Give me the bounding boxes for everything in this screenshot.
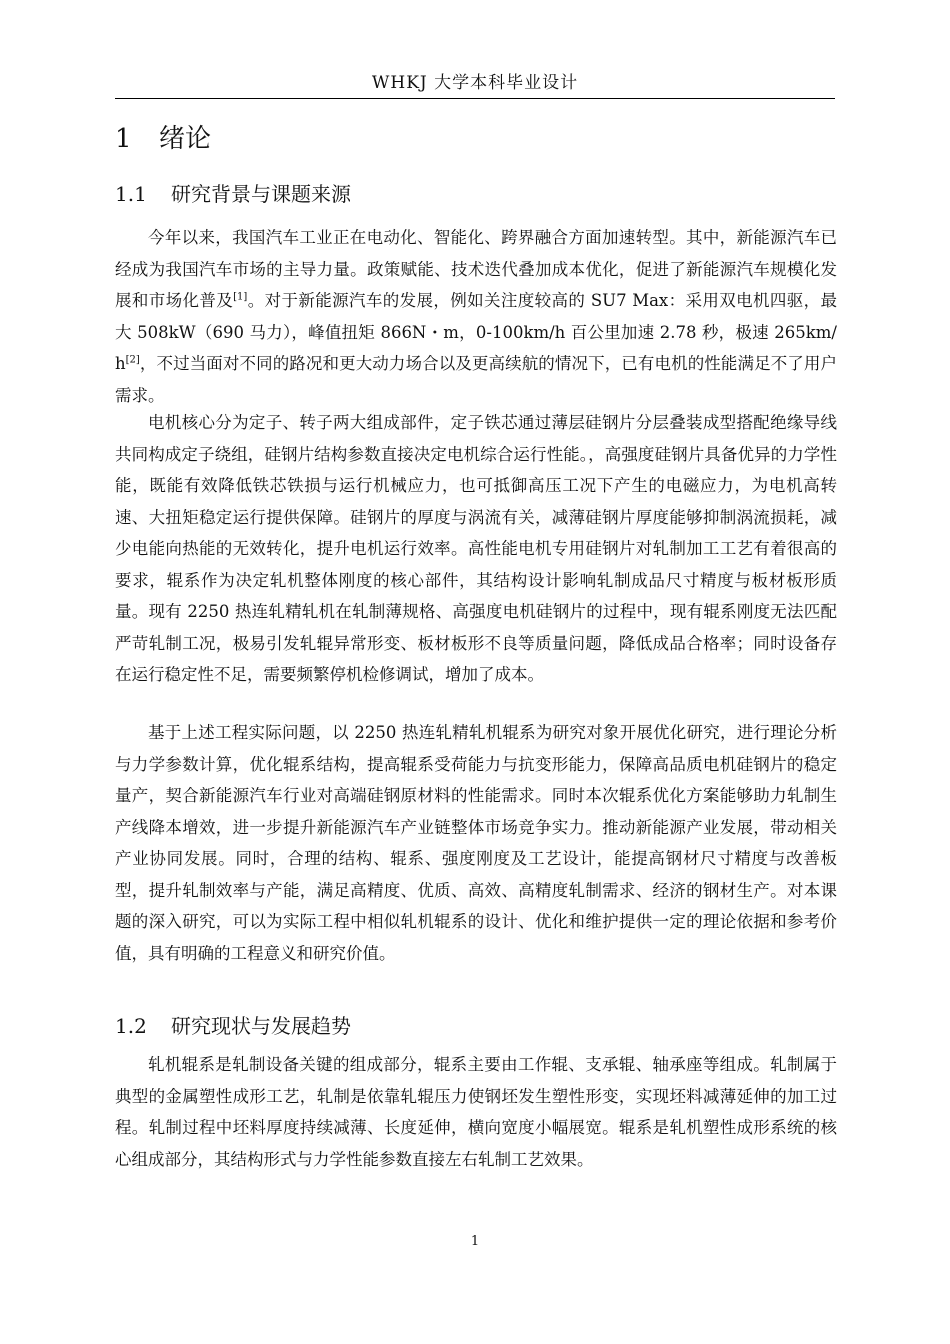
chapter-heading	[115, 122, 211, 156]
citation-1: [1]	[233, 291, 248, 303]
paragraph-text: ，不过当面对不同的路况和更大动力场合以及更高续航的情况下，已有电机的性能满足不了用户需求。	[115, 354, 837, 405]
paragraph-text: 。对于新能源汽车的发展，例如关注度较高的 SU7 Max：采用双电机四驱，最大 508kW（690 马力），峰值扭矩 866N・m，0-100km/h 百公里加速 2.78 秒，极速 265km/h	[115, 291, 838, 373]
page-header	[115, 68, 835, 99]
paragraph-text: 今年以来，我国汽车工业正在电动化、智能化、跨界融合方面加速转型。其中，新能源汽车已经成为我国汽车市场的主导力量。政策赋能、技术迭代叠加成本优化，促进了新能源汽车规模化发展和市场化普及	[115, 228, 837, 310]
chapter-title: 绪论	[159, 124, 212, 154]
page-number: 1	[470, 1234, 480, 1249]
section-number: 1.2	[115, 1014, 147, 1038]
section-title: 研究背景与课题来源	[171, 182, 351, 206]
paragraph-motor-core: 电机核心分为定子、转子两大组成部件，定子铁芯通过薄层硅钢片分层叠装成型搭配绝缘导线共同构成定子绕组，硅钢片结构参数直接决定电机综合运行性能。，高强度硅钢片具备优异的力学性能，既能有效降低铁芯铁损与运行机械应力，也可抵御高压工况下产生的电磁应力，为电机高转速、大扭矩稳定运行提供保障。硅钢片的厚度与涡流有关，减薄硅钢片厚度能够抑制涡流损耗，减少电能向热能的无效转化，提升电机运行效率。高性能电机专用硅钢片对轧制加工工艺有着很高的要求，辊系作为决定轧机整体刚度的核心部件，其结构设计影响轧制成品尺寸精度与板材板形质量。现有 2250 热连轧精轧机在轧制薄规格、高强度电机硅钢片的过程中，现有辊系刚度无法匹配严苛轧制工况，极易引发轧辊异常形变、板材板形不良等质量问题，降低成品合格率；同时设备存在运行稳定性不足，需要频繁停机检修调试，增加了成本。	[115, 413, 837, 684]
paragraph-background	[115, 222, 837, 411]
section-title: 研究现状与发展趋势	[171, 1014, 351, 1038]
section-heading-1-1	[115, 180, 351, 208]
paragraph-research-status: 轧机辊系是轧制设备关键的组成部分，辊系主要由工作辊、支承辊、轴承座等组成。轧制属于典型的金属塑性成形工艺，轧制是依靠轧辊压力使钢坯发生塑性形变，实现坯料减薄延伸的加工过程。轧制过程中坯料厚度持续减薄、长度延伸，横向宽度小幅展宽。辊系是轧机塑性成形系统的核心组成部分，其结构形式与力学性能参数直接左右轧制工艺效果。	[115, 1055, 837, 1169]
chapter-number: 1	[115, 124, 132, 154]
section-heading-1-2	[115, 1012, 351, 1040]
header-title: WHKJ 大学本科毕业设计	[371, 73, 579, 93]
paragraph-research-significance: 基于上述工程实际问题，以 2250 热连轧精轧机辊系为研究对象开展优化研究，进行理论分析与力学参数计算，优化辊系结构，提高辊系受荷能力与抗变形能力，保障高品质电机硅钢片的稳定量产，契合新能源汽车行业对高端硅钢原材料的性能需求。同时本次辊系优化方案能够助力轧制生产线降本增效，进一步提升新能源汽车产业链整体市场竞争实力。推动新能源产业发展，带动相关产业协同发展。同时，合理的结构、辊系、强度刚度及工艺设计，能提高钢材尺寸精度与改善板型，提升轧制效率与产能，满足高精度、优质、高效、高精度轧制需求、经济的钢材生产。对本课题的深入研究，可以为实际工程中相似轧机辊系的设计、优化和维护提供一定的理论依据和参考价值，具有明确的工程意义和研究价值。	[115, 723, 837, 963]
citation-2: [2]	[125, 354, 140, 366]
section-number: 1.1	[115, 182, 147, 206]
